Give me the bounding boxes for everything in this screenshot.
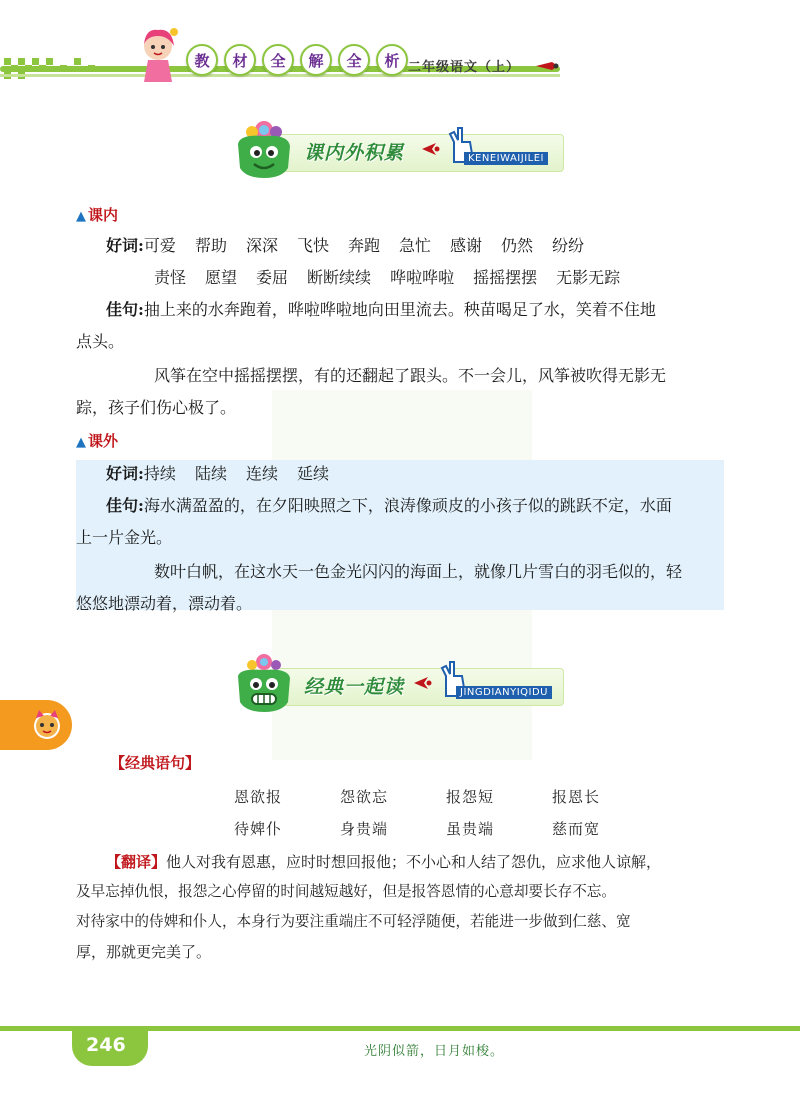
translation-line2: 及早忘掉仇恨，报怨之心停留的时间越短越好，但是报答恩情的心意却要长存不忘。 bbox=[76, 883, 616, 900]
kenei-sentence1-line1 bbox=[106, 300, 656, 320]
section-banner-classics bbox=[232, 650, 576, 716]
word: 飞快 bbox=[296, 236, 329, 255]
subheading-text: 课外 bbox=[88, 432, 119, 450]
kewai-words bbox=[106, 464, 348, 484]
kenei-sentence2-line2: 踪，孩子们伤心极了。 bbox=[76, 398, 237, 417]
label-sentences: 佳句: bbox=[106, 300, 144, 319]
green-monster-icon bbox=[232, 650, 296, 716]
translation-label: 【翻译】 bbox=[106, 853, 167, 871]
poem-line: 怨欲忘 bbox=[340, 788, 389, 806]
word: 责怪 bbox=[154, 268, 187, 287]
footer-motto: 光阴似箭，日月如梭。 bbox=[364, 1044, 505, 1059]
kenei-sentence2-line1: 风筝在空中摇摇摆摆，有的还翻起了跟头。不一会儿，风筝被吹得无影无 bbox=[154, 366, 667, 385]
poem-line: 慈而宽 bbox=[552, 820, 601, 838]
classic-heading: 【经典语句】 bbox=[110, 754, 201, 772]
title-char: 教 bbox=[186, 44, 218, 76]
triangle-icon: ▲ bbox=[76, 209, 86, 224]
title-char: 解 bbox=[300, 44, 332, 76]
kenei-sentence1-line2: 点头。 bbox=[76, 332, 125, 351]
title-char: 析 bbox=[376, 44, 408, 76]
word: 摇摇摆摆 bbox=[473, 268, 538, 287]
grade-label: 二年级语文（上） bbox=[408, 60, 521, 75]
poem-line: 恩欲报 bbox=[234, 788, 283, 806]
poem-line: 报怨短 bbox=[446, 788, 495, 806]
pen-icon bbox=[536, 60, 560, 72]
word: 急忙 bbox=[399, 236, 432, 255]
page-header bbox=[0, 0, 800, 110]
poem-line: 身贵端 bbox=[340, 820, 389, 838]
sentence-text: 海水满盈盈的，在夕阳映照之下，浪涛像顽皮的小孩子似的跳跃不定，水面 bbox=[143, 496, 672, 515]
subheading-kenei bbox=[76, 204, 118, 225]
translation-line4: 厚，那就更完美了。 bbox=[76, 943, 212, 961]
section-banner-accumulation bbox=[232, 116, 576, 182]
poem-line: 虽贵端 bbox=[446, 820, 495, 838]
book-title bbox=[186, 44, 408, 76]
word: 连续 bbox=[245, 464, 278, 483]
word: 纷纷 bbox=[552, 236, 585, 255]
translation-line1 bbox=[106, 852, 661, 872]
arrow-pointer-icon bbox=[422, 142, 440, 156]
kenei-words-row1 bbox=[106, 236, 603, 256]
title-char: 材 bbox=[224, 44, 256, 76]
label-words: 好词: bbox=[106, 464, 144, 483]
word: 仍然 bbox=[501, 236, 534, 255]
word: 可爱 bbox=[143, 236, 176, 255]
section-pinyin: JINGDIANYIQIDU bbox=[456, 686, 552, 699]
title-char: 全 bbox=[338, 44, 370, 76]
poem-line: 报恩长 bbox=[552, 788, 601, 806]
word: 奔跑 bbox=[347, 236, 380, 255]
cat-face-icon bbox=[30, 708, 64, 742]
word: 延续 bbox=[296, 464, 329, 483]
word: 断断续续 bbox=[307, 268, 372, 287]
title-char: 全 bbox=[262, 44, 294, 76]
label-words: 好词: bbox=[106, 236, 144, 255]
subheading-kewai bbox=[76, 430, 118, 451]
kewai-sentence2-line2: 悠悠地漂动着，漂动着。 bbox=[76, 594, 253, 613]
word: 持续 bbox=[143, 464, 176, 483]
kewai-sentence2-line1: 数叶白帆，在这水天一色金光闪闪的海面上，就像几片雪白的羽毛似的，轻 bbox=[154, 562, 683, 581]
triangle-icon: ▲ bbox=[76, 435, 86, 450]
sentence-text: 抽上来的水奔跑着，哗啦哗啦地向田里流去。秧苗喝足了水，笑着不住地 bbox=[143, 300, 656, 319]
word: 感谢 bbox=[450, 236, 483, 255]
page-number: 246 bbox=[86, 1034, 126, 1056]
section-title: 经典一起读 bbox=[304, 676, 405, 698]
word: 愿望 bbox=[205, 268, 238, 287]
word: 无影无踪 bbox=[556, 268, 621, 287]
subheading-text: 课内 bbox=[88, 206, 119, 224]
section-pinyin: KENEIWAIJILEI bbox=[464, 152, 548, 165]
green-monster-icon bbox=[232, 116, 296, 182]
word: 哗啦哗啦 bbox=[390, 268, 455, 287]
arrow-pointer-icon bbox=[414, 676, 432, 690]
kewai-sentence1-line1 bbox=[106, 496, 672, 516]
word: 帮助 bbox=[194, 236, 227, 255]
poem-line: 待婢仆 bbox=[234, 820, 283, 838]
kenei-words-row2 bbox=[154, 268, 639, 288]
section-title: 课内外积累 bbox=[304, 142, 405, 164]
girl-mascot-icon bbox=[132, 24, 184, 84]
word: 委屈 bbox=[256, 268, 289, 287]
kewai-sentence1-line2: 上一片金光。 bbox=[76, 528, 173, 547]
translation-text: 他人对我有恩惠，应时时想回报他；不小心和人结了怨仇，应求他人谅解， bbox=[166, 853, 662, 871]
label-sentences: 佳句: bbox=[106, 496, 144, 515]
translation-line3: 对待家中的侍婢和仆人，本身行为要注重端庄不可轻浮随便，若能进一步做到仁慈、宽 bbox=[76, 913, 631, 930]
word: 深深 bbox=[245, 236, 278, 255]
word: 陆续 bbox=[194, 464, 227, 483]
